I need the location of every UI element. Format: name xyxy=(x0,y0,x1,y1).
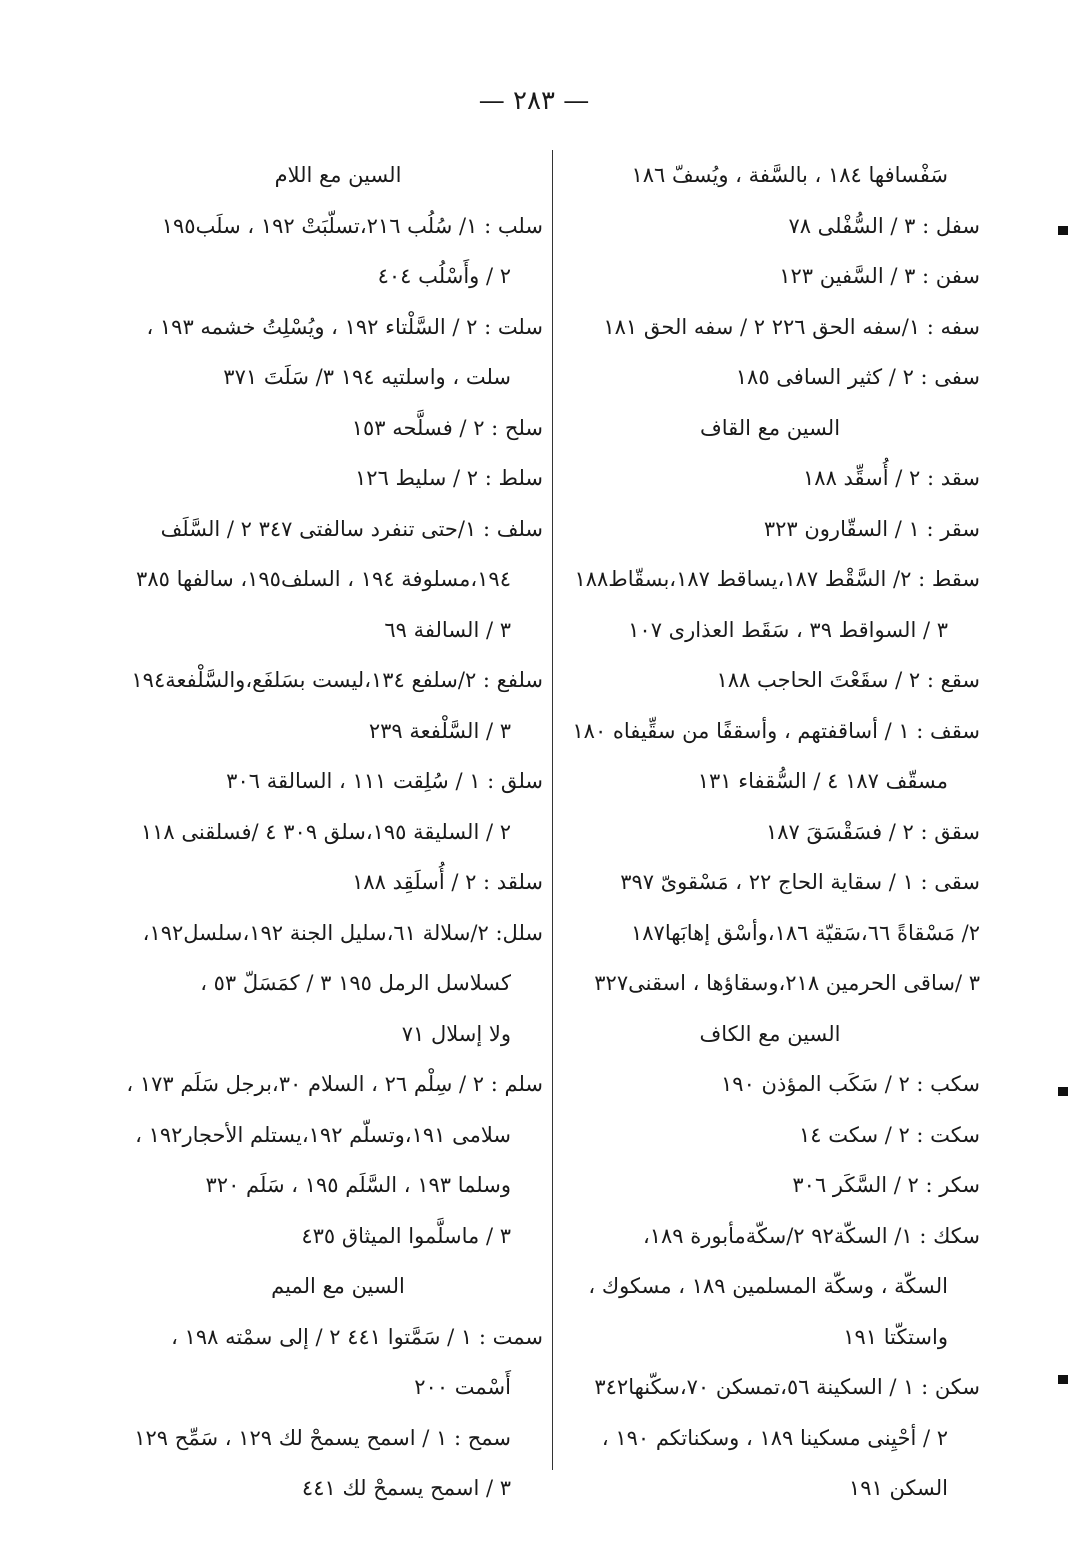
index-entry: سفل : ٣ / السُّفْلى ٧٨ xyxy=(788,213,980,238)
index-entry: سلقد : ٢ / أُسلَقِد ١٨٨ xyxy=(352,870,543,894)
index-entry: سفى : ٢ / كثير السافى ١٨٥ xyxy=(735,365,980,389)
index-entry: سلب : ١/ سُلُب ٢١٦،تسلّبَتْ ١٩٢ ، سلَب١٩٥ xyxy=(161,213,543,238)
left-column xyxy=(126,150,543,1514)
index-entry: سلط : ٢ / سليط ١٢٦ xyxy=(355,466,543,490)
index-entry: سكت : ٢ / سكت ١٤ xyxy=(798,1122,980,1147)
right-column xyxy=(560,150,980,1514)
index-entry: السكن ١٩١ xyxy=(848,1476,948,1500)
index-entry: سلل: ٢/سلالة ٦١،سليل الجنة ١٩٢،سلسل١٩٢، xyxy=(142,920,543,945)
index-entry: سَفْسافها ١٨٤ ، بالسَّفة ، ويُسفّ ١٨٦ xyxy=(631,163,948,187)
index-entry: سكن : ١ / السكينة ٥٦،تمسكن ٧٠،سكّنها٣٤٢ xyxy=(594,1375,980,1399)
index-entry: سقق : ٢ / فسَقْسَقَ ١٨٧ xyxy=(765,819,980,844)
index-entry: سلم : ٢ / سِلْم ٢٦ ، السلام ٣٠،برجل سَلَم ١٧٣ ، xyxy=(126,1072,543,1096)
index-entry: سلفع : ٢/سلفع ١٣٤،ليست بسَلفَع،والسَّلْفعة١٩٤ xyxy=(131,668,543,692)
section-heading: السين مع الكاف xyxy=(699,1021,841,1046)
index-entry: سقر : ١ / السقّارون ٣٢٣ xyxy=(763,516,980,541)
index-entry: سكك : ١/ السكّة٩٢ ٢/سكّةمأبورة ١٨٩، xyxy=(642,1223,980,1248)
index-entry: ٢ / السليقة ١٩٥،سلق ٣٠٩ ٤ /فسلقنى ١١٨ xyxy=(140,819,511,844)
index-entry: سقى : ١ / سقاية الحاج ٢٢ ، مَسْقوىّ ٣٩٧ xyxy=(620,870,980,894)
index-entry: ٣ /ساقى الحرمين ٢١٨،وسقاؤها ، اسقنى٣٢٧ xyxy=(594,971,980,995)
index-entry: وسلما ١٩٣ ، السَّلَم ١٩٥ ، سَلَم ٣٢٠ xyxy=(205,1173,511,1197)
index-entry: سلامى ١٩١،وتسلّم ١٩٢،يستلم الأحجار١٩٢ ، xyxy=(135,1122,511,1147)
margin-mark xyxy=(1058,1087,1068,1096)
section-heading: السين مع اللام xyxy=(274,163,402,187)
margin-mark xyxy=(1058,226,1068,235)
index-entry: سقع : ٢ / سقَعْتَ الحاجب ١٨٨ xyxy=(716,668,980,692)
index-entry: كسلاسل الرمل ١٩٥ ٣ / كمَسَلّ ٥٣ ، xyxy=(200,971,511,995)
index-entry: سقف : ١ / أساقفتهم ، وأسقفًا من سقِّيفاه ١٨٠ xyxy=(572,718,980,743)
index-entry: ٣ / السَّلْفعة ٢٣٩ xyxy=(368,718,511,743)
index-entry: سلح : ٢ / فسلَّحه ١٥٣ xyxy=(351,415,543,440)
index-entry: ٣ / السواقط ٣٩ ، سَقَط العذارى ١٠٧ xyxy=(628,617,948,642)
index-entry: ٣ / ماسلَّموا الميثاق ٤٣٥ xyxy=(301,1223,511,1248)
index-entry: سلت ، واسلتيه ١٩٤ ٣/ سَلَتَ ٣٧١ xyxy=(223,365,511,389)
index-entry: سمح : ١ / اسمح يسمحْ لك ١٢٩ ، سَمِّح ١٢٩ xyxy=(134,1425,511,1450)
index-entry: أَسْمت ٢٠٠ xyxy=(414,1375,511,1399)
index-entry: ولا إسلال ٧١ xyxy=(401,1021,511,1046)
index-entry: سكر : ٢ / السَّكَر ٣٠٦ xyxy=(792,1173,980,1197)
index-entry: واستكّتا ١٩١ xyxy=(843,1324,948,1349)
index-entry: سقد : ٢ / أُسقِّد ١٨٨ xyxy=(803,466,980,490)
index-entry: سلت : ٢ / السَّلْتاء ١٩٢ ، ويُسْلِتُ خشمه ١٩٣ ، xyxy=(146,314,543,339)
index-entry: سمت : ١ / سَمَّتوا ٤٤١ ٢ / إلى سمْته ١٩٨ ، xyxy=(171,1324,543,1349)
index-entry: سكب : ٢ / سَكَب المؤذن ١٩٠ xyxy=(721,1072,980,1096)
index-entry: ٢ / وأَسْلُب ٤٠٤ xyxy=(377,264,511,288)
index-entry: سقط : ٢/ السَّقْط ١٨٧،يساقط ١٨٧،بسقّاط١٨٨ xyxy=(574,567,980,591)
index-entry: مسقّف ١٨٧ ٤ / السُّقفاء ١٣١ xyxy=(697,769,948,793)
column-divider xyxy=(552,150,553,1470)
page-number: — ٢٨٣ — xyxy=(478,86,590,116)
index-entry: ٣ / السالفة ٦٩ xyxy=(384,617,511,642)
margin-mark xyxy=(1058,1375,1068,1384)
index-entry: سفن : ٣ / السَّفين ١٢٣ xyxy=(779,264,980,288)
index-entry: سلف : ١/حتى تنفرد سالفتى ٣٤٧ ٢ / السَّلَف xyxy=(160,516,543,541)
index-entry: ٢ / أحْيِنى مسكينا ١٨٩ ، وسكناتكم ١٩٠ ، xyxy=(601,1425,948,1450)
index-entry: سلق : ١ / سُلِقت ١١١ ، السالقة ٣٠٦ xyxy=(226,769,543,793)
index-entry: ٣ / اسمح يسمحْ لك ٤٤١ xyxy=(301,1476,511,1500)
section-heading: السين مع القاف xyxy=(699,415,841,440)
index-entry: ١٩٤،مسلوفة ١٩٤ ، السلف١٩٥، سالفها ٣٨٥ xyxy=(136,567,511,591)
index-entry: السكّة ، وسكّة المسلمين ١٨٩ ، مسكوك ، xyxy=(588,1274,948,1298)
section-heading: السين مع الميم xyxy=(271,1274,405,1298)
index-entry: سفه : ١/سفه الحق ٢٢٦ ٢ / سفه الحق ١٨١ xyxy=(603,314,980,339)
index-entry: ٢/ مَسْقاةً ٦٦،سَقيّة ١٨٦،وأسْق إهابَها١٨٧ xyxy=(630,920,980,945)
